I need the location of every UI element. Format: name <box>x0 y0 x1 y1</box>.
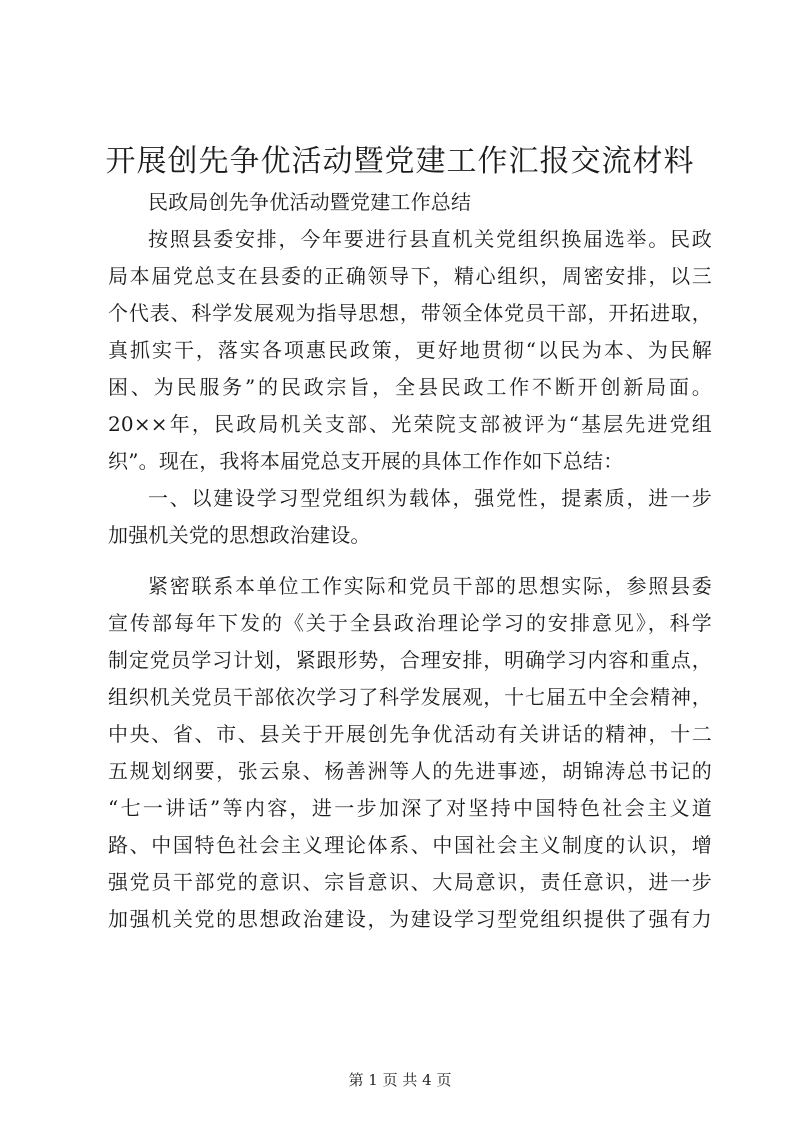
paragraph-line: 中央、省、市、县关于开展创先争优活动有关讲话的精神，十二 <box>108 722 712 746</box>
paragraph-line: 强党员干部党的意识、宗旨意识、大局意识，责任意识，进一步 <box>108 870 712 894</box>
document-title: 开展创先争优活动暨党建工作汇报交流材料 <box>105 144 695 179</box>
paragraph-line: 紧密联系本单位工作实际和党员干部的思想实际，参照县委 <box>148 574 712 598</box>
paragraph-line: 路、中国特色社会主义理论体系、中国社会主义制度的认识，增 <box>108 833 712 857</box>
paragraph-line: 组织机关党员干部依次学习了科学发展观，十七届五中全会精神， <box>108 685 712 709</box>
subtitle-line: 民政局创先争优活动暨党建工作总结 <box>148 190 472 214</box>
paragraph-line: 局本届党总支在县委的正确领导下，精心组织，周密安排，以三 <box>108 264 712 288</box>
paragraph-line: 织”。现在，我将本届党总支开展的具体工作作如下总结： <box>108 449 624 473</box>
paragraph-gap <box>108 554 712 568</box>
paragraph-line: 个代表、科学发展观为指导思想，带领全体党员干部，开拓进取， <box>108 301 712 325</box>
section-heading-line: 一、以建设学习型党组织为载体，强党性，提素质，进一步 <box>148 486 712 510</box>
paragraph-line: 困、为民服务”的民政宗旨，全县民政工作不断开创新局面。 <box>108 375 712 399</box>
document-body <box>108 184 712 938</box>
paragraph-line: 加强机关党的思想政治建设，为建设学习型党组织提供了强有力 <box>108 907 712 931</box>
section-heading-line: 加强机关党的思想政治建设。 <box>108 523 371 547</box>
paragraph-line: 按照县委安排，今年要进行县直机关党组织换届选举。民政 <box>148 227 712 251</box>
paragraph-line: 五规划纲要，张云泉、杨善洲等人的先进事迹，胡锦涛总书记的 <box>108 759 712 783</box>
paragraph-line: “七一讲话”等内容，进一步加深了对坚持中国特色社会主义道 <box>108 796 712 820</box>
paragraph-line: 宣传部每年下发的《关于全县政治理论学习的安排意见》，科学 <box>108 611 712 635</box>
paragraph-line: 真抓实干，落实各项惠民政策，更好地贯彻“以民为本、为民解 <box>108 338 712 362</box>
paragraph-line: 制定党员学习计划，紧跟形势，合理安排，明确学习内容和重点， <box>108 648 712 672</box>
paragraph-line: 20××年，民政局机关支部、光荣院支部被评为“基层先进党组 <box>108 412 712 436</box>
page-number-footer: 第 1 页 共 4 页 <box>348 1071 452 1089</box>
